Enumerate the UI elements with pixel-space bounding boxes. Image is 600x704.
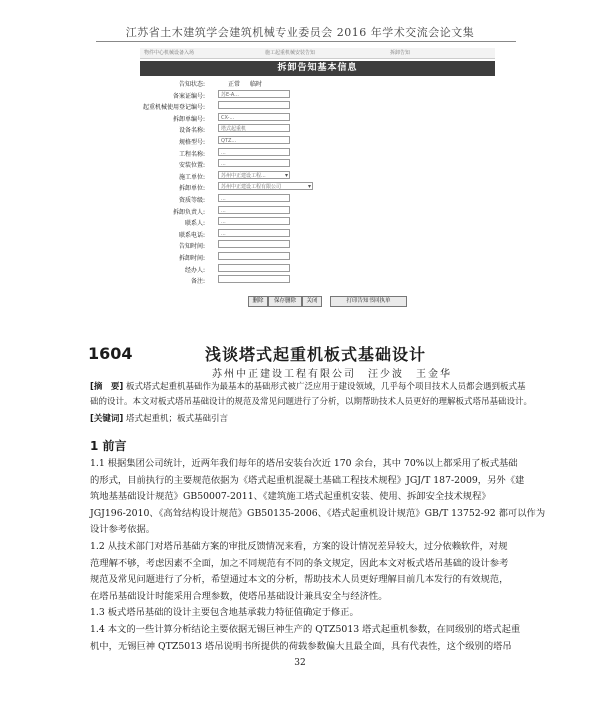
keywords-text: 塔式起重机；板式基础引言: [125, 414, 228, 424]
section-heading: 1 前言: [90, 439, 127, 453]
form-field-label: 拆卸单编号:: [172, 115, 205, 123]
form-radio-option[interactable]: 临时: [250, 81, 263, 88]
form-select[interactable]: 苏州中正建设工程有限公司 ▾: [218, 182, 313, 190]
form-field-label: 资质等级:: [178, 197, 205, 204]
form-field-label: 工程名称:: [178, 150, 205, 158]
form-input[interactable]: [218, 275, 290, 283]
close-button[interactable]: 关闭: [302, 296, 322, 307]
form-field-label: 告知时间:: [178, 243, 205, 251]
form-input[interactable]: QTZ...: [218, 136, 290, 144]
form-field-label: 联系人:: [184, 220, 205, 228]
form-select[interactable]: 苏州中正建设工程... ▾: [218, 171, 290, 179]
body-line: 机中，无锡巨神 QTZ5013 塔吊说明书所提供的荷载参数偏大且最全面，具有代表性，这个级别的塔吊: [90, 640, 512, 652]
form-field-label: 施工单位:: [178, 173, 205, 181]
form-field-label: 备注:: [190, 278, 205, 286]
body-text: [90, 456, 546, 655]
delete-button[interactable]: 删除: [248, 296, 268, 307]
form-field-label: 设备名称:: [178, 127, 205, 135]
form-field-label: 拆卸单位:: [178, 185, 205, 193]
form-input[interactable]: ...: [218, 206, 290, 214]
screenshot-tab-bar: [140, 48, 495, 59]
form-input[interactable]: ...: [218, 194, 290, 202]
form-input[interactable]: [218, 252, 290, 260]
body-line: 1.4 本文的一些计算分析结论主要依据无锡巨神生产的 QTZ5013 塔式起重机参数，在同级别的塔式起重: [90, 623, 521, 635]
form-radio-option[interactable]: 正常: [228, 81, 241, 88]
print-receipt-button[interactable]: 打印告知书回执单: [330, 296, 407, 307]
form-input[interactable]: ...: [218, 217, 290, 225]
body-line: 的形式，目前执行的主要规范依据为《塔式起重机混凝土基础工程技术规程》JGJ/T 187-2009，另外《建: [90, 474, 525, 486]
form-field-label: 起重机械使用登记编号:: [142, 104, 205, 112]
article-title: 浅谈塔式起重机板式基础设计: [205, 345, 427, 364]
body-line: 范理解不够，考虑因素不全面，加之不同规范有不同的条文规定，因此本文对板式塔吊基础的设计参考: [90, 557, 509, 569]
screenshot-tab-1: 物件中心机械设备入场: [144, 50, 195, 56]
header-rule: [96, 41, 516, 42]
form-input[interactable]: CX-...: [218, 113, 290, 121]
screenshot-tab-3: 拆卸告知: [390, 50, 411, 56]
form-input[interactable]: [218, 240, 290, 248]
keywords-label: [关键词]: [90, 414, 124, 424]
running-header: 江苏省土木建筑学会建筑机械专业委员会 2016 年学术交流会论文集: [125, 26, 475, 39]
article-authors: 苏州中正建设工程有限公司 汪少波 王金华: [212, 369, 452, 380]
body-line: 在塔吊基础设计时能采用合理参数，使塔吊基础设计兼具安全与经济性。: [90, 590, 388, 602]
body-line: JGJ196-2010、《高耸结构设计规范》GB50135-2006、《塔式起重机设计规范》GB/T 13752-92 都可以作为: [90, 507, 546, 519]
form-input[interactable]: 苏E-A...: [218, 90, 290, 98]
keywords-line: [90, 413, 535, 426]
form-field-label: 备案证编号:: [172, 92, 205, 100]
form-input[interactable]: ...: [218, 148, 290, 156]
form-input[interactable]: 塔式起重机: [218, 124, 290, 132]
form-field-label: 拆卸负责人:: [172, 208, 205, 216]
body-line: 设计参考依据。: [90, 524, 156, 536]
abstract-text-1: 板式塔式起重机基础作为最基本的基础形式被广泛应用于建设领域，几乎每个项目技术人员都会遇到板式基: [125, 382, 526, 392]
form-field-label: 告知状态:: [178, 81, 205, 88]
article-number: 1604: [88, 344, 133, 363]
form-field-label: 拆卸时间:: [178, 255, 205, 262]
form-input[interactable]: [218, 264, 290, 272]
abstract-line-1: [90, 381, 535, 394]
form-input[interactable]: [218, 101, 290, 109]
body-line: 1.1 根据集团公司统计，近两年我们每年的塔吊安装台次近 170 余台，其中 70%以上都采用了板式基础: [90, 458, 518, 469]
embedded-screenshot: [140, 48, 495, 308]
body-line: 1.3 板式塔吊基础的设计主要包含地基承载力特征值确定于修正。: [90, 607, 359, 619]
form-input[interactable]: ...: [218, 229, 290, 237]
abstract-label: [摘 要]: [90, 382, 124, 392]
form-input[interactable]: ...: [218, 159, 290, 167]
form-field-label: 经办人:: [184, 266, 205, 274]
form-field-label: 联系电话:: [178, 231, 205, 239]
screenshot-tab-2: 施工起重机械安装告知: [265, 50, 316, 56]
page-number: 32: [294, 658, 306, 668]
save-delete-button[interactable]: 保存删除: [268, 296, 302, 307]
form-field-label: 安装位置:: [178, 162, 205, 170]
body-line: 1.2 从技术部门对塔吊基础方案的审批反馈情况来看，方案的设计情况差异较大，过分依赖软件，对规: [90, 540, 508, 552]
screenshot-title: 拆卸告知基本信息: [140, 61, 495, 76]
body-line: 规范及常见问题进行了分析，希望通过本文的分析，帮助技术人员更好理解目前几本发行的有效规范，: [90, 574, 509, 586]
form-field-label: 规格型号:: [178, 139, 205, 146]
body-line: 筑地基基础设计规范》GB50007-2011、《建筑施工塔式起重机安装、使用、拆卸安全技术规程》: [90, 491, 491, 503]
abstract-line-2: 础的设计。本文对板式塔吊基础设计的规范及常见问题进行了分析，以期帮助技术人员更好的理解板式塔吊基础设计。: [90, 397, 533, 407]
